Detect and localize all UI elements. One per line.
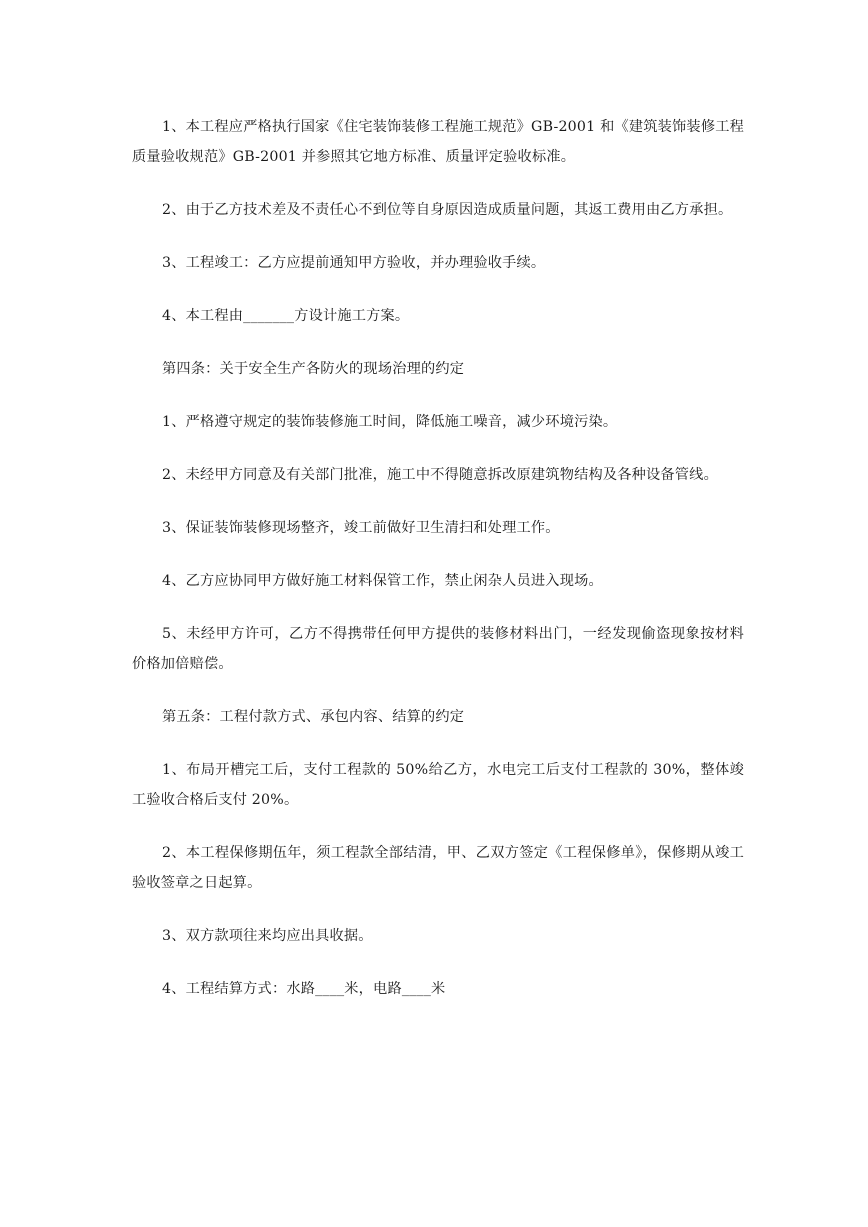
clause-settlement-method: 4、工程结算方式：水路____米，电路____米 [162, 981, 446, 997]
clause-material-theft: 5、未经甲方许可，乙方不得携带任何甲方提供的装修材料出门，一经发现偷盗现象按材料价格加倍赔偿。 [132, 626, 744, 672]
document-body [132, 112, 744, 1027]
clause-warranty-period: 2、本工程保修期伍年，须工程款全部结清，甲、乙双方签定《工程保修单》，保修期从竣工验收签章之日起算。 [132, 845, 744, 891]
clause-quality-standard: 1、本工程应严格执行国家《住宅装饰装修工程施工规范》GB-2001 和《建筑装饰装修工程质量验收规范》GB-2001 并参照其它地方标准、质量评定验收标准。 [132, 119, 744, 165]
clause-rework-cost: 2、由于乙方技术差及不责任心不到位等自身原因造成质量问题，其返工费用由乙方承担。 [162, 202, 733, 218]
clause-completion-acceptance: 3、工程竣工：乙方应提前通知甲方验收，并办理验收手续。 [162, 255, 546, 271]
section-heading-article-4: 第四条：关于安全生产各防火的现场治理的约定 [162, 361, 465, 377]
clause-construction-time: 1、严格遵守规定的装饰装修施工时间，降低施工噪音，减少环境污染。 [162, 414, 618, 430]
clause-site-tidiness: 3、保证装饰装修现场整齐，竣工前做好卫生清扫和处理工作。 [162, 520, 560, 536]
clause-structure-modification: 2、未经甲方同意及有关部门批准，施工中不得随意拆改原建筑物结构及各种设备管线。 [162, 467, 718, 483]
section-heading-article-5: 第五条：工程付款方式、承包内容、结算的约定 [162, 709, 465, 725]
clause-design-party: 4、本工程由_______方设计施工方案。 [162, 308, 410, 324]
clause-material-storage: 4、乙方应协同甲方做好施工材料保管工作，禁止闲杂人员进入现场。 [162, 573, 603, 589]
clause-receipts: 3、双方款项往来均应出具收据。 [162, 928, 373, 944]
clause-payment-schedule: 1、布局开槽完工后，支付工程款的 50%给乙方，水电完工后支付工程款的 30%，整体竣工验收合格后支付 20%。 [132, 762, 744, 808]
